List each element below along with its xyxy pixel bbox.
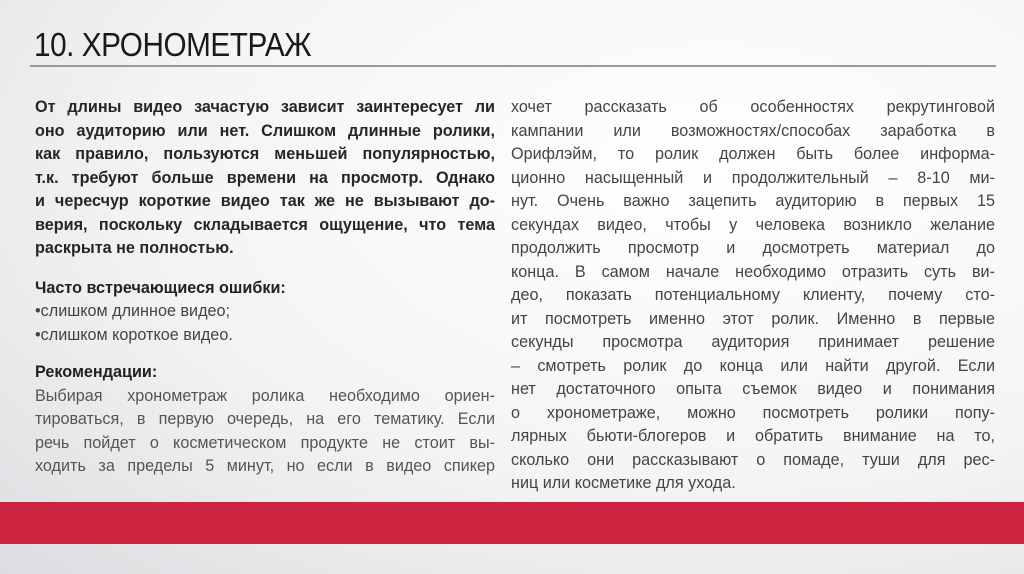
text-line: ходить за пределы 5 минут, но если в видео спикер — [35, 457, 495, 475]
text-line: т.к. требуют больше времени на просмотр. Однако — [35, 168, 495, 187]
text-line: о хронометраже, можно посмотреть ролики попу- — [511, 403, 995, 422]
text-line: хочет рассказать об особенностях рекрутинговой — [511, 98, 995, 116]
text-line: Выбирая хронометраж ролика необходимо ориен- — [35, 386, 495, 405]
text-line: как правило, пользуются меньшей популярностью, — [35, 145, 495, 163]
title-divider — [30, 65, 996, 67]
text-line: нут. Очень важно зацепить аудиторию в первых 15 — [511, 192, 995, 210]
slide-title: 10. ХРОНОМЕТРАЖ — [34, 26, 312, 63]
text-line: конца. В самом начале необходимо отразить суть ви- — [511, 262, 995, 281]
text-line: раскрыта не полностью. — [35, 239, 234, 257]
recommendations-heading: Рекомендации: — [35, 363, 158, 381]
right-column — [511, 96, 995, 496]
accent-band — [0, 502, 1024, 544]
left-column — [35, 96, 495, 479]
error-item: •слишком короткое видео. — [35, 325, 233, 344]
text-line: секундах видео, чтобы у человека возникло желание — [511, 215, 995, 234]
text-line: део, показать потенциальному клиенту, почему сто- — [511, 286, 995, 304]
text-line: и чересчур короткие видео так же не вызывают до- — [35, 192, 495, 210]
text-line: нет достаточного опыта съемок видео и понимания — [511, 380, 995, 398]
text-line: ционно насыщенный и продолжительный – 8-10 ми- — [511, 168, 995, 187]
text-line: Орифлэйм, то ролик должен быть более информа- — [511, 145, 995, 163]
text-line: речь пойдет о косметическом продукте не стоит вы- — [35, 433, 495, 452]
text-line: От длины видео зачастую зависит заинтересует ли — [35, 98, 495, 116]
error-item: •слишком длинное видео; — [35, 302, 231, 320]
intro-paragraph — [35, 96, 495, 261]
text-line: – смотреть ролик до конца или найти другой. Если — [511, 356, 995, 375]
text-line: сколько они рассказывают о помаде, туши для рес- — [511, 450, 995, 469]
text-line: лярных бьюти-блогеров и обратить внимание на то, — [511, 427, 995, 445]
text-line: ит посмотреть именно этот ролик. Именно в первые — [511, 309, 995, 328]
errors-heading: Часто встречающиеся ошибки: — [35, 278, 286, 297]
text-line: кампании или возможностях/способах заработка в — [511, 121, 995, 140]
text-line: тироваться, в первую очередь, на его тематику. Если — [35, 410, 495, 428]
text-line: верия, поскольку складывается ощущение, что тема — [35, 215, 495, 234]
text-line: продолжить просмотр и досмотреть материал до — [511, 239, 995, 257]
text-line: ниц или косметике для ухода. — [511, 474, 736, 492]
text-line: секунды просмотра аудитория принимает решение — [511, 333, 995, 351]
text-line: оно аудиторию или нет. Слишком длинные ролики, — [35, 121, 495, 140]
